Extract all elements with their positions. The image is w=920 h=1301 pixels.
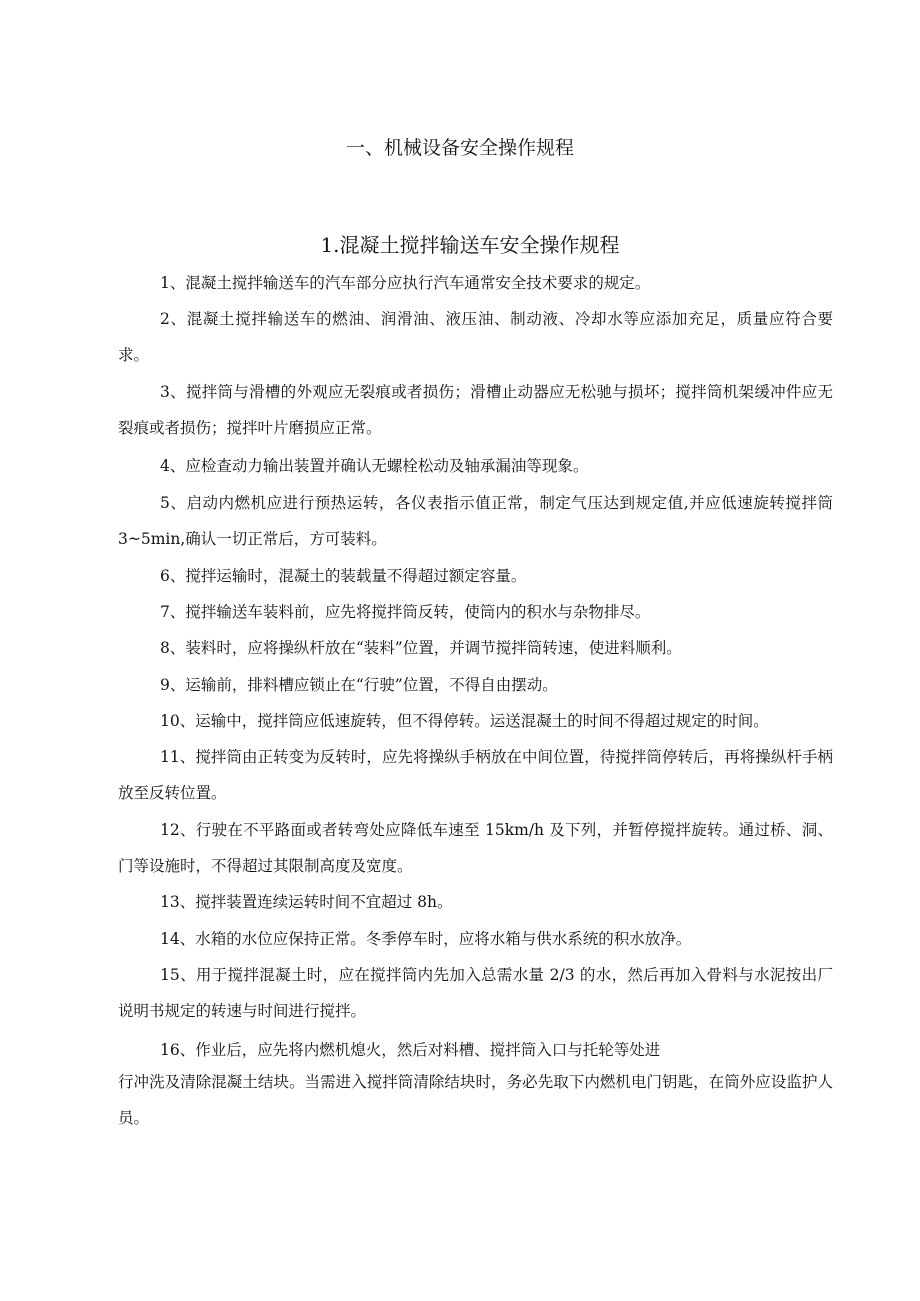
paragraph-8: 8、装料时，应将操纵杆放在“装料”位置，并调节搅拌筒转速，使进料顺利。 <box>160 639 682 657</box>
paragraph-3: 3、搅拌筒与滑槽的外观应无裂痕或者损伤；滑槽止动器应无松驰与损坏；搅拌筒机架缓冲件应无裂痕或者损伤；搅拌叶片磨损应正常。 <box>118 383 833 437</box>
paragraph-16-continued: 行冲洗及清除混凝土结块。当需进入搅拌筒清除结块时，务必先取下内燃机电门钥匙，在筒外应设监护人员。 <box>118 1073 833 1127</box>
paragraph-2: 2、混凝土搅拌输送车的燃油、润滑油、液压油、制动液、冷却水等应添加充足，质量应符合要求。 <box>118 310 833 364</box>
paragraph-9: 9、运输前，排料槽应锁止在“行驶”位置，不得自由摆动。 <box>160 676 558 694</box>
paragraph-1: 1、混凝土搅拌输送车的汽车部分应执行汽车通常安全技术要求的规定。 <box>160 274 651 292</box>
paragraph-4: 4、应检查动力输出装置并确认无螺栓松动及轴承漏油等现象。 <box>160 457 589 475</box>
paragraph-12: 12、行驶在不平路面或者转弯处应降低车速至 15km/h 及下列，并暂停搅拌旋转。通过桥、洞、门等设施时，不得超过其限制高度及宽度。 <box>118 821 833 875</box>
paragraph-14: 14、水箱的水位应保持正常。冬季停车时，应将水箱与供水系统的积水放净。 <box>160 930 692 948</box>
paragraph-11: 11、搅拌筒由正转变为反转时，应先将操纵手柄放在中间位置，待搅拌筒停转后，再将操纵杆手柄放至反转位置。 <box>118 748 833 802</box>
paragraph-5: 5、启动内燃机应进行预热运转，各仪表指示值正常，制定气压达到规定值,并应低速旋转搅拌筒 3~5min,确认一切正常后，方可装料。 <box>118 494 833 548</box>
document-title: 1.混凝土搅拌输送车安全操作规程 <box>320 233 620 257</box>
paragraph-10: 10、运输中，搅拌筒应低速旋转，但不得停转。运送混凝土的时间不得超过规定的时间。 <box>160 712 769 730</box>
paragraph-6: 6、搅拌运输时，混凝土的装载量不得超过额定容量。 <box>160 567 527 585</box>
paragraph-15: 15、用于搅拌混凝土时，应在搅拌筒内先加入总需水量 2/3 的水，然后再加入骨料与水泥按出厂说明书规定的转速与时间进行搅拌。 <box>118 966 833 1020</box>
paragraph-13: 13、搅拌装置连续运转时间不宜超过 8h。 <box>160 893 453 911</box>
paragraph-16: 16、作业后，应先将内燃机熄火，然后对料槽、搅拌筒入口与托轮等处进 <box>160 1041 661 1059</box>
paragraph-7: 7、搅拌输送车装料前，应先将搅拌筒反转，使筒内的积水与杂物排尽。 <box>160 603 651 621</box>
section-title: 一、机械设备安全操作规程 <box>345 137 574 159</box>
